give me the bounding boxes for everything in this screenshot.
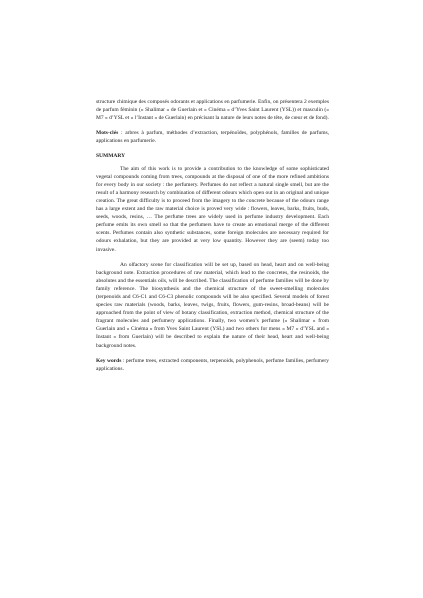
mots-cles-text: : arbres à parfum, méthodes d’extraction, terpénoïdes, polyphénols, familles de parfums, applications en parfumerie. xyxy=(96,130,329,145)
summary-paragraph-2: An olfactory scene for classification will be set up, based on head, heart and on well-being background note. Extraction procedures of raw material, which lead to the concretes, the resinoids, the absolutes and the essentials oils, will be described. The classification of perfume families will be done by family reference. The biosynthesis and the chemical structure of the sweet-smelling molecules (terpenoids and C6-C1 and C6-C3 phenolic compounds will be also specified. Several models of forest species raw materials (woods, barks, leaves, twigs, fruits, flowers, gum-resins, broad-beans) will be approached from the point of view of botany classification, extraction method, chemical structure of the fragrant molecules and perfumery applications. Finally, two women’s perfume (« Shalimar » from Guerlain and « Cinéma » from Yves Saint Laurent (YSL) and two others for mens « M7 » d’YSL and « Instant » from Guerlain) will be described to explain the nature of their head, heart and well-being background notes. xyxy=(96,261,329,349)
key-words-label: Key words xyxy=(96,357,122,364)
mots-cles-label: Mots-clés xyxy=(96,130,119,137)
french-abstract-ending: structure chimique des composés odorants et applications en parfumerie. Enfin, on présentera 2 exemples de parfum féminin (« Shalimar » de Guerlain et « Cinéma » d’Yves Saint Laurent (YSL)) et masculin (« M7 » d’YSL et « l’Instant » de Guerlain) en précisant la nature de leurs notes de tête, de cœur et de fond). xyxy=(96,99,329,122)
key-words-paragraph xyxy=(96,357,329,373)
key-words-text: : perfume trees, extracted components, terpenoids, polyphenols, perfume families, perfumery applications. xyxy=(96,357,329,372)
mots-cles-paragraph xyxy=(96,129,329,145)
summary-heading: SUMMARY xyxy=(96,153,126,160)
summary-paragraph-1: The aim of this work is to provide a contribution to the knowledge of some sophisticated vegetal compounds coming from trees, compounds at the disposal of one of the more refined ambitions for every body in our society : the perfumery. Perfumes do not reflect a natural single smell, but are the result of a harmony research by combination of different odours which open out in an original and unique creation. The great difficulty is to proceed from the imagery to the concrete because of the odours range has a large extent and the raw material choice is proved very wide : flowers, leaves, barks, fruits, buds, seeds, woods, resins, … The perfume trees are widely used in perfume industry development. Each perfume emits its own smell so that the perfumers have to create an emotional merge of the different scents. Perfumes contain also synthetic substances, some foreign molecules are necessary required for odours exhalation, but they are provided at very low quantity. However they are (seem) today too invasive. xyxy=(96,165,329,253)
page-content xyxy=(96,98,329,380)
